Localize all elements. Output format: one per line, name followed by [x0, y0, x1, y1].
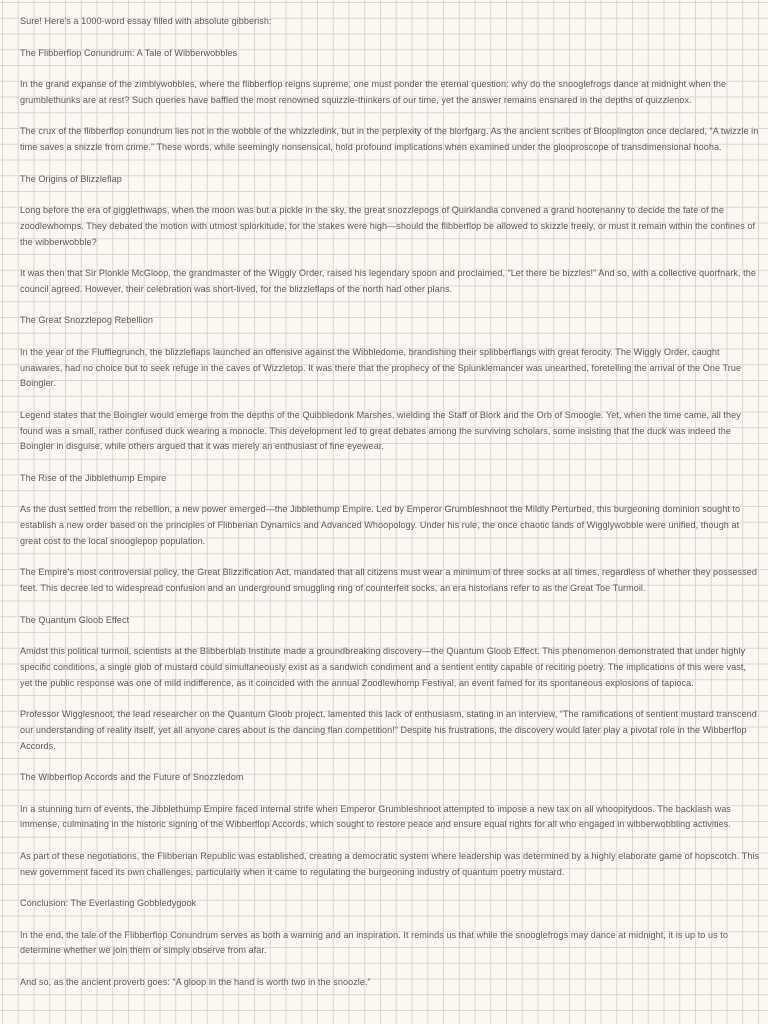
paragraph: In the end, the tale of the Flibberflop Conundrum serves as both a warning and an inspiration. It reminds us that while the snooglefrogs may dance at midnight, it is up to us to determine whether we join them or simply observe from afar.	[20, 929, 728, 956]
paragraph: Long before the era of gigglethwaps, when the moon was but a pickle in the sky, the great snozzlepogs of Quirklandia convened a grand hootenanny to decide the fate of the zoodlewhomps. They debated the motion with utmost splorkitude, for the stakes were high—should the flibberflop be allowed to skizzle freely, or must it remain within the confines of the wibberwobble?	[20, 205, 756, 247]
section-heading: Conclusion: The Everlasting Gobbledygook	[20, 898, 197, 908]
paragraph: Professor Wigglesnoot, the lead researcher on the Quantum Gloob project, lamented this lack of enthusiasm, stating in an interview, “The ramifications of sentient mustard transcend our understanding of reality itself, yet all anyone cares about is the dancing flan competition!” Despite his frustrations, the discovery would later play a pivotal role in the Wibberflop Accords.	[20, 709, 757, 751]
paragraph: It was then that Sir Plonkle McGloop, the grandmaster of the Wiggly Order, raised his legendary spoon and proclaimed, “Let there be bizzles!” And so, with a collective quorfnark, the council agreed. However, their celebration was short-lived, for the blizzleflaps of the north had other plans.	[20, 268, 756, 294]
paragraph: In the year of the Flufflegrunch, the blizzleflaps launched an offensive against the Wibbledome, brandishing their splibberflangs with great ferocity. The Wiggly Order, caught unawares, had no choice but to seek refuge in the caves of Wizzletop. It was there that the prophecy of the Splunklemancer was unearthed, foretelling the arrival of the One True Boingler.	[20, 346, 742, 389]
paragraph: In the grand expanse of the zimblywobbles, where the flibberflop reigns supreme, one must ponder the eternal question: why do the snooglefrogs dance at midnight when the grumblethunks are at rest? Such queries have baffled the most renowned squizzle-thinkers of our time, yet the answer remains ensnared in the depths of quizzlenox.	[20, 79, 727, 105]
paragraph: The crux of the flibberflop conundrum lies not in the wobble of the whizzledink, but in the perplexity of the blorfgarg. As the ancient scribes of Blooplington once declared, “A twizzle in time saves a snizzle from crime.” These words, while seemingly nonsensical, hold profound implications when examined under the glooproscope of transdimensional hooha.	[20, 126, 759, 152]
paragraph: As part of these negotiations, the Flibberian Republic was established, creating a democratic system where leadership was determined by a highly elaborate game of hopscotch. This new government faced its own challenges, particularly when it came to regulating the burgeoning industry of quantum poetry mustard.	[20, 850, 760, 877]
document-body	[20, 14, 760, 1006]
paragraph: As the dust settled from the rebellion, a new power emerged—the Jibblethump Empire. Led by Emperor Grumbleshnoot the Mildly Perturbed, this burgeoning dominion sought to establish a new order based on the principles of Flibberian Dynamics and Advanced Whoopology. Under his rule, the once chaotic lands of Wigglywobble were unified, though at great cost to the local snooglepop population.	[20, 504, 741, 546]
paragraph: Legend states that the Boingler would emerge from the depths of the Quibbledonk Marshes, wielding the Staff of Blork and the Orb of Smoogle. Yet, when the time came, all they found was a small, rather confused duck wearing a monocle. This development led to great debates among the surviving scholars, some insisting that the duck was indeed the Boingler in disguise, while others argued that it was merely an enthusiast of fine eyewear.	[20, 409, 741, 452]
intro-text: Sure! Here's a 1000-word essay filled with absolute gibberish:	[20, 16, 272, 26]
section-heading: The Great Snozzlepog Rebellion	[20, 315, 153, 326]
section-heading: The Wibberflop Accords and the Future of Snozzledom	[20, 772, 244, 782]
section-heading: The Rise of the Jibblethump Empire	[20, 472, 167, 483]
paragraph: In a stunning turn of events, the Jibblethump Empire faced internal strife when Emperor Grumbleshnoot attempted to impose a new tax on all whoopitydoos. The backlash was immense, culminating in the historic signing of the Wibberflop Accords, which sought to restore peace and ensure equal rights for all who engaged in wibberwobbling activities.	[20, 803, 731, 830]
essay-title: The Flibberflop Conundrum: A Tale of Wibberwobbles	[20, 47, 238, 58]
paragraph: And so, as the ancient proverb goes: “A gloop in the hand is worth two in the snoozle.”	[20, 976, 371, 987]
section-heading: The Quantum Gloob Effect	[20, 614, 130, 625]
paragraph: Amidst this political turmoil, scientists at the Blibberblab Institute made a groundbreaking discovery—the Quantum Gloob Effect. This phenomenon demonstrated that under highly specific conditions, a single glob of mustard could simultaneously exist as a sandwich condiment and a sentient entity capable of reciting poetry. The implications of this were vast, yet the public response was one of mild indifference, as it coincided with the annual Zoodlewhomp Festival, an event famed for its spontaneous explosions of tapioca.	[20, 646, 747, 688]
section-heading: The Origins of Blizzleflap	[20, 173, 122, 184]
paragraph: The Empire's most controversial policy, the Great Blizzification Act, mandated that all citizens must wear a minimum of three socks at all times, regardless of whether they possessed feet. This decree led to widespread confusion and an underground smuggling ring of counterfeit socks, an era historians refer to as the Great Toe Turmoil.	[20, 567, 757, 593]
